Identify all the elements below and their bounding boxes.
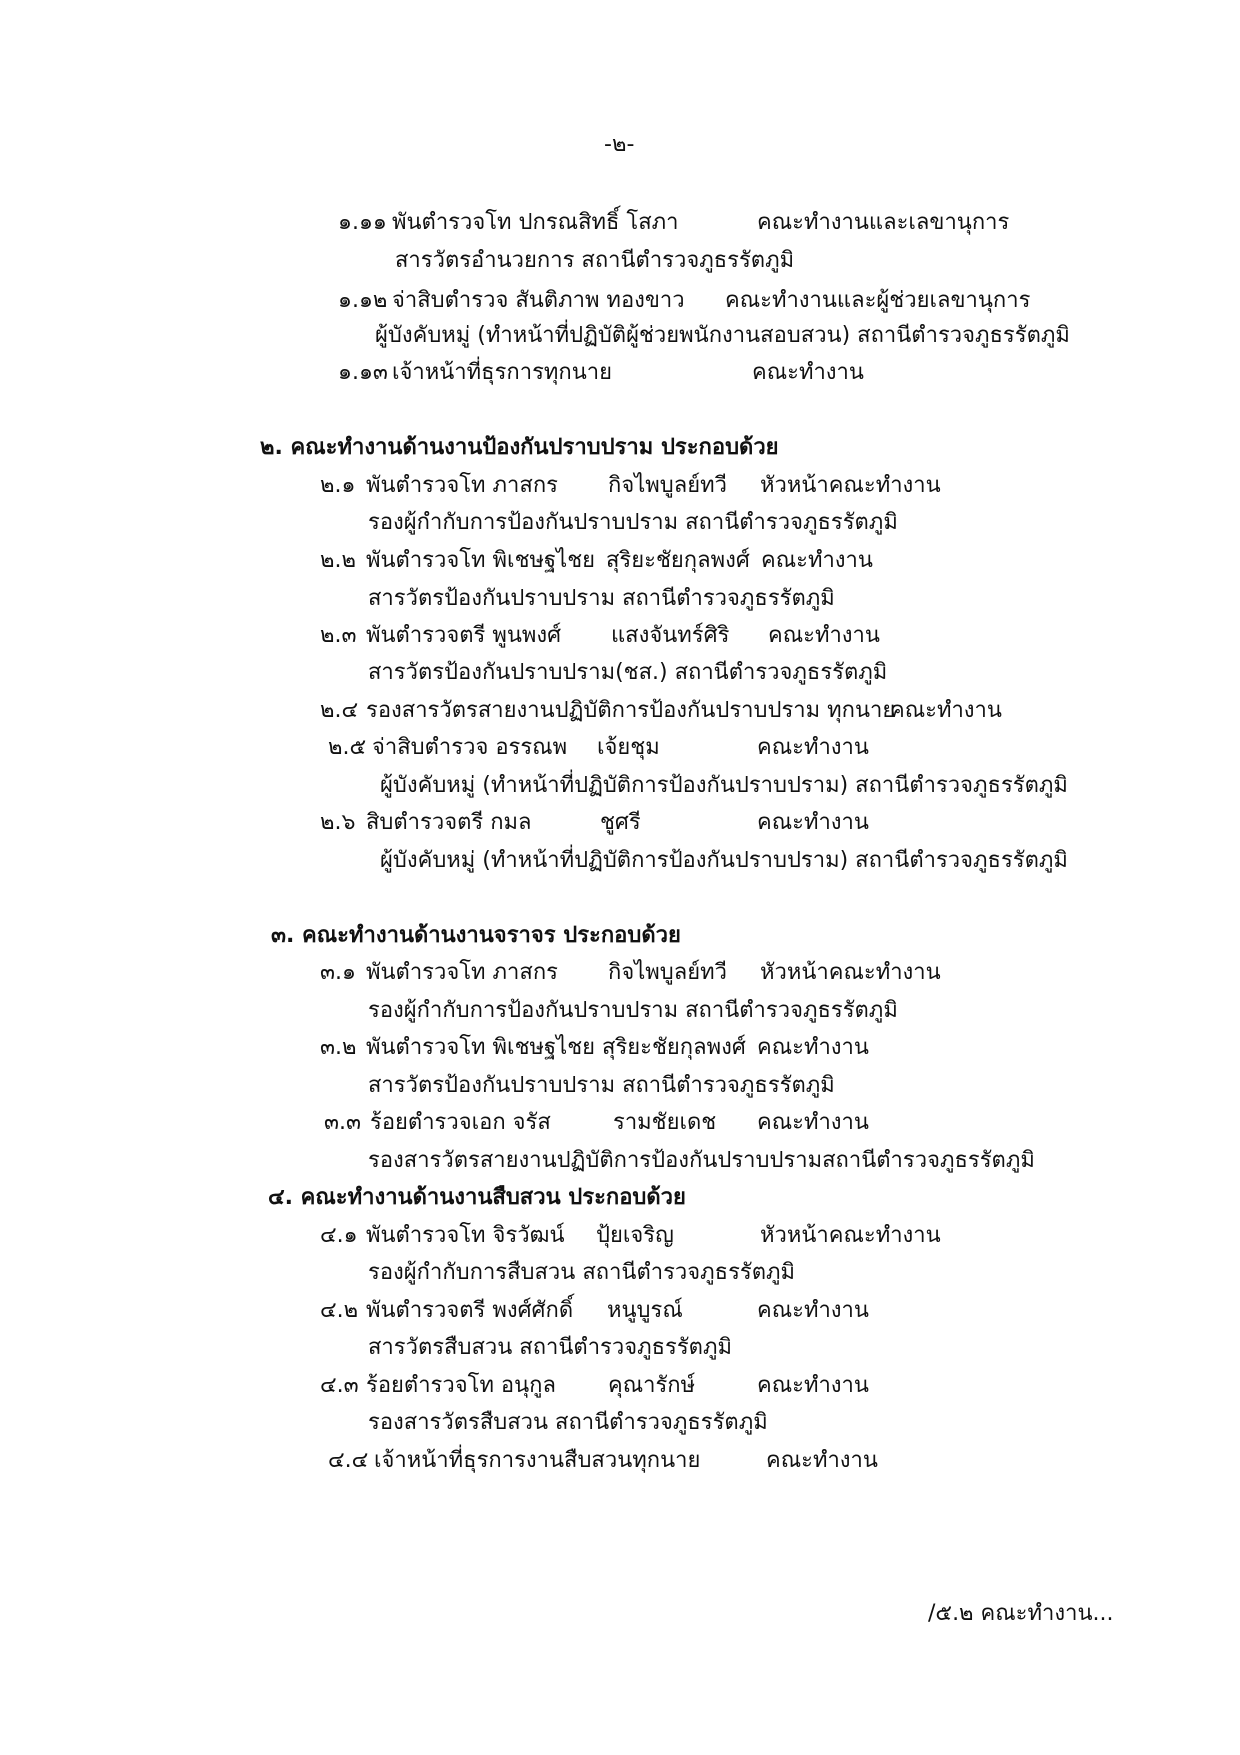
member-surname: เจ้ยชุม	[597, 735, 660, 760]
item-number: ๒.๒	[320, 548, 356, 573]
member-role: คณะทำงาน	[890, 698, 1002, 723]
member-role: คณะทำงาน	[757, 1373, 869, 1398]
member-position: รองผู้กำกับการป้องกันปราบปราม สถานีตำรวจภูธรรัตภูมิ	[368, 510, 898, 535]
item-number: ๒.๓	[320, 623, 357, 648]
member-position: สารวัตรป้องกันปราบปราม(ชส.) สถานีตำรวจภูธรรัตภูมิ	[368, 660, 888, 685]
member-position: สารวัตรอำนวยการ สถานีตำรวจภูธรรัตภูมิ	[395, 248, 795, 273]
item-number: ๔.๒	[320, 1298, 359, 1323]
member-role: คณะทำงาน	[768, 623, 880, 648]
member-surname: หนูบูรณ์	[607, 1298, 683, 1323]
member-name: พันตำรวจโท ภาสกร	[366, 473, 558, 498]
member-role: หัวหน้าคณะทำงาน	[760, 1223, 941, 1248]
item-number: ๑.๑๑	[338, 210, 387, 235]
member-role: หัวหน้าคณะทำงาน	[760, 960, 941, 985]
member-surname: แสงจันทร์ศิริ	[611, 623, 730, 648]
member-surname: คุณารักษ์	[608, 1373, 696, 1398]
item-number: ๔.๓	[320, 1373, 359, 1398]
member-name: ร้อยตำรวจเอก จรัส	[370, 1110, 551, 1135]
member-surname: กิจไพบูลย์ทวี	[608, 473, 727, 498]
item-number: ๑.๑๓	[338, 360, 388, 385]
member-position: รองผู้กำกับการป้องกันปราบปราม สถานีตำรวจภูธรรัตภูมิ	[368, 998, 898, 1023]
member-position: ผู้บังคับหมู่ (ทำหน้าที่ปฏิบัติการป้องกันปราบปราม) สถานีตำรวจภูธรรัตภูมิ	[380, 773, 1068, 798]
item-number: ๒.๔	[320, 698, 359, 723]
section-3-heading: ๓. คณะทำงานด้านงานจราจร ประกอบด้วย	[271, 923, 681, 948]
member-name: พันตำรวจโท พิเชษฐไชย สุริยะชัยกุลพงศ์	[366, 1035, 746, 1060]
member-surname: ปุ้ยเจริญ	[596, 1223, 674, 1248]
member-role: คณะทำงาน	[757, 1110, 869, 1135]
page-number: -๒-	[604, 132, 635, 157]
member-name: พันตำรวจโท ภาสกร	[366, 960, 558, 985]
member-role: คณะทำงานและผู้ช่วยเลขานุการ	[725, 288, 1031, 313]
item-number: ๓.๓	[324, 1110, 362, 1135]
member-surname: ชูศรี	[600, 810, 641, 835]
member-surname: รามชัยเดช	[613, 1110, 717, 1135]
member-role: คณะทำงาน	[757, 810, 869, 835]
member-name: รองสารวัตรสายงานปฏิบัติการป้องกันปราบปราม ทุกนาย	[366, 698, 896, 723]
item-number: ๓.๒	[320, 1035, 357, 1060]
section-2-heading: ๒. คณะทำงานด้านงานป้องกันปราบปราม ประกอบด้วย	[260, 435, 779, 460]
item-number: ๒.๖	[320, 810, 356, 835]
item-number: ๒.๑	[320, 473, 356, 498]
member-role: คณะทำงานและเลขานุการ	[757, 210, 1010, 235]
member-position: สารวัตรป้องกันปราบปราม สถานีตำรวจภูธรรัตภูมิ	[368, 586, 835, 611]
member-name: เจ้าหน้าที่ธุรการทุกนาย	[392, 360, 612, 385]
member-role: คณะทำงาน	[757, 1035, 869, 1060]
member-name: เจ้าหน้าที่ธุรการงานสืบสวนทุกนาย	[374, 1448, 701, 1473]
member-position: รองสารวัตรสายงานปฏิบัติการป้องกันปราบปรามสถานีตำรวจภูธรรัตภูมิ	[368, 1148, 1035, 1173]
member-role: คณะทำงาน	[761, 548, 873, 573]
member-surname: กิจไพบูลย์ทวี	[608, 960, 727, 985]
member-name: พันตำรวจตรี พงศ์ศักดิ์	[366, 1298, 574, 1323]
item-number: ๑.๑๒	[338, 288, 388, 313]
member-role: คณะทำงาน	[757, 1298, 869, 1323]
member-role: คณะทำงาน	[757, 735, 869, 760]
item-number: ๔.๔	[328, 1448, 369, 1473]
member-name: สิบตำรวจตรี กมล	[366, 810, 532, 835]
footer-continuation: /๕.๒ คณะทำงาน...	[928, 1601, 1114, 1626]
member-name: ร้อยตำรวจโท อนุกูล	[366, 1373, 556, 1398]
member-surname: สุริยะชัยกุลพงศ์	[606, 548, 750, 573]
section-4-heading: ๔. คณะทำงานด้านงานสืบสวน ประกอบด้วย	[268, 1185, 686, 1210]
member-role: หัวหน้าคณะทำงาน	[760, 473, 941, 498]
item-number: ๒.๕	[328, 735, 367, 760]
member-position: สารวัตรสืบสวน สถานีตำรวจภูธรรัตภูมิ	[368, 1335, 732, 1360]
member-name: พันตำรวจโท พิเชษฐไชย	[366, 548, 596, 573]
member-position: ผู้บังคับหมู่ (ทำหน้าที่ปฏิบัติการป้องกันปราบปราม) สถานีตำรวจภูธรรัตภูมิ	[380, 848, 1068, 873]
item-number: ๓.๑	[320, 960, 356, 985]
member-position: รองสารวัตรสืบสวน สถานีตำรวจภูธรรัตภูมิ	[368, 1410, 768, 1435]
member-name: พันตำรวจตรี พูนพงศ์	[366, 623, 562, 648]
member-name: จ่าสิบตำรวจ สันติภาพ ทองขาว	[392, 288, 685, 313]
member-name: พันตำรวจโท จิรวัฒน์	[366, 1223, 565, 1248]
item-number: ๔.๑	[320, 1223, 358, 1248]
member-position: สารวัตรป้องกันปราบปราม สถานีตำรวจภูธรรัตภูมิ	[368, 1073, 835, 1098]
member-role: คณะทำงาน	[766, 1448, 878, 1473]
member-role: คณะทำงาน	[752, 360, 864, 385]
member-position: รองผู้กำกับการสืบสวน สถานีตำรวจภูธรรัตภูมิ	[368, 1260, 796, 1285]
member-name: จ่าสิบตำรวจ อรรณพ	[372, 735, 568, 760]
member-position: ผู้บังคับหมู่ (ทำหน้าที่ปฏิบัติผู้ช่วยพนักงานสอบสวน) สถานีตำรวจภูธรรัตภูมิ	[375, 323, 1070, 348]
member-name: พันตำรวจโท ปกรณสิทธิ์ โสภา	[392, 210, 679, 235]
